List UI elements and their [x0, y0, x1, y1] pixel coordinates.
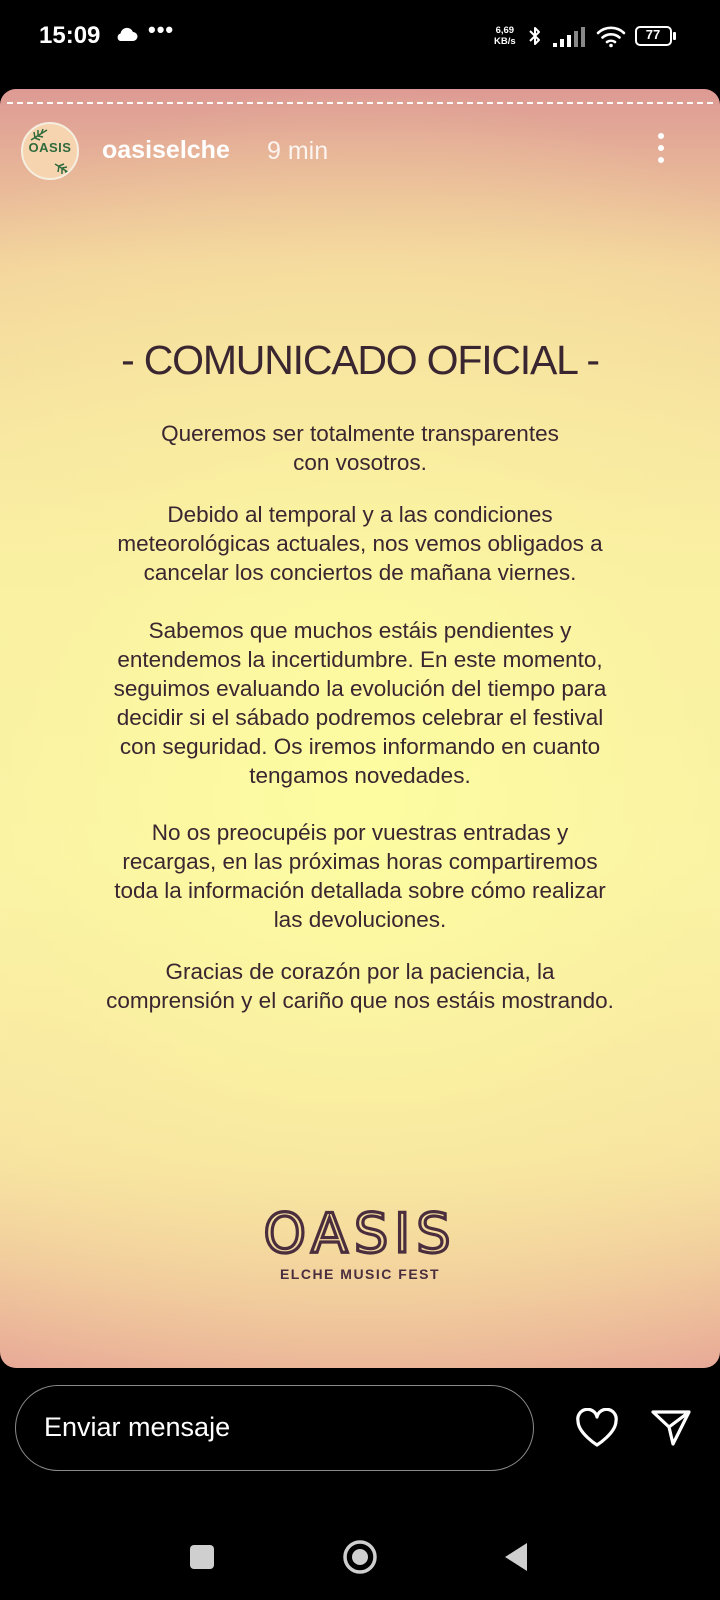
- paragraph-line: Gracias de corazón por la paciencia, la: [165, 959, 555, 984]
- paragraph-line: Debido al temporal y a las condiciones: [167, 502, 553, 527]
- status-time: 15:09: [39, 22, 101, 49]
- paragraph-line: comprensión y el cariño que nos estáis mostrando.: [106, 988, 614, 1013]
- wifi-icon: [596, 24, 626, 48]
- bluetooth-icon: [527, 24, 543, 48]
- paragraph-line: con seguridad. Os iremos informando en cuanto: [119, 734, 601, 759]
- story-time: 9 min: [267, 137, 329, 165]
- statement-paragraph: [60, 818, 660, 934]
- paragraph-line: cancelar los conciertos de mañana viernes.: [143, 560, 577, 585]
- statement-paragraph: [60, 419, 660, 477]
- paragraph-line: Sabemos que muchos estáis pendientes y: [148, 618, 572, 643]
- logo-word: OASIS: [263, 1204, 457, 1262]
- net-speed-value: 6,69: [495, 25, 515, 36]
- statement-paragraph: [60, 616, 660, 790]
- paragraph-line: meteorológicas actuales, nos vemos obligados a: [117, 531, 603, 556]
- paragraph-line: No os preocupéis por vuestras entradas y: [151, 820, 569, 845]
- cloud-icon: [114, 26, 138, 42]
- statement-heading: - COMUNICADO OFICIAL -: [121, 337, 599, 383]
- story-username[interactable]: oasiselche: [102, 136, 230, 164]
- palm-leaf-icon: [53, 162, 73, 176]
- recents-square-icon[interactable]: [189, 1544, 215, 1570]
- status-bar: [0, 0, 720, 68]
- battery-level: 77: [645, 27, 661, 42]
- paragraph-line: entendemos la incertidumbre. En este momento,: [117, 647, 603, 672]
- avatar[interactable]: [21, 122, 79, 180]
- paragraph-line: Queremos ser totalmente transparentes: [161, 421, 559, 446]
- message-placeholder: Enviar mensaje: [44, 1412, 231, 1442]
- avatar-logo-text: OASIS: [28, 140, 72, 155]
- paragraph-line: recargas, en las próximas horas compartiremos: [122, 849, 598, 874]
- home-circle-icon[interactable]: [342, 1539, 378, 1575]
- logo-subtitle: ELCHE MUSIC FEST: [279, 1266, 441, 1282]
- net-speed-unit: KB/s: [494, 36, 516, 47]
- story-viewer[interactable]: [0, 89, 720, 1368]
- paragraph-line: decidir si el sábado podremos celebrar el festival: [116, 705, 604, 730]
- heart-icon[interactable]: [575, 1408, 619, 1448]
- paragraph-line: seguimos evaluando la evolución del tiempo para: [113, 676, 607, 701]
- paragraph-line: toda la información detallada sobre cómo realizar: [114, 878, 606, 903]
- more-options-icon[interactable]: [654, 131, 668, 165]
- paragraph-line: con vosotros.: [293, 450, 427, 475]
- statement-paragraph: [60, 957, 660, 1015]
- statement-paragraph: [60, 500, 660, 587]
- back-triangle-icon[interactable]: [503, 1541, 529, 1573]
- paragraph-line: tengamos novedades.: [249, 763, 471, 788]
- status-more-icon: •••: [148, 17, 175, 42]
- story-progress-bar: [7, 102, 713, 105]
- net-speed: [494, 25, 516, 47]
- signal-icon: [553, 27, 585, 47]
- oasis-logo: [200, 1204, 520, 1262]
- paragraph-line: las devoluciones.: [273, 907, 447, 932]
- send-icon[interactable]: [650, 1408, 692, 1448]
